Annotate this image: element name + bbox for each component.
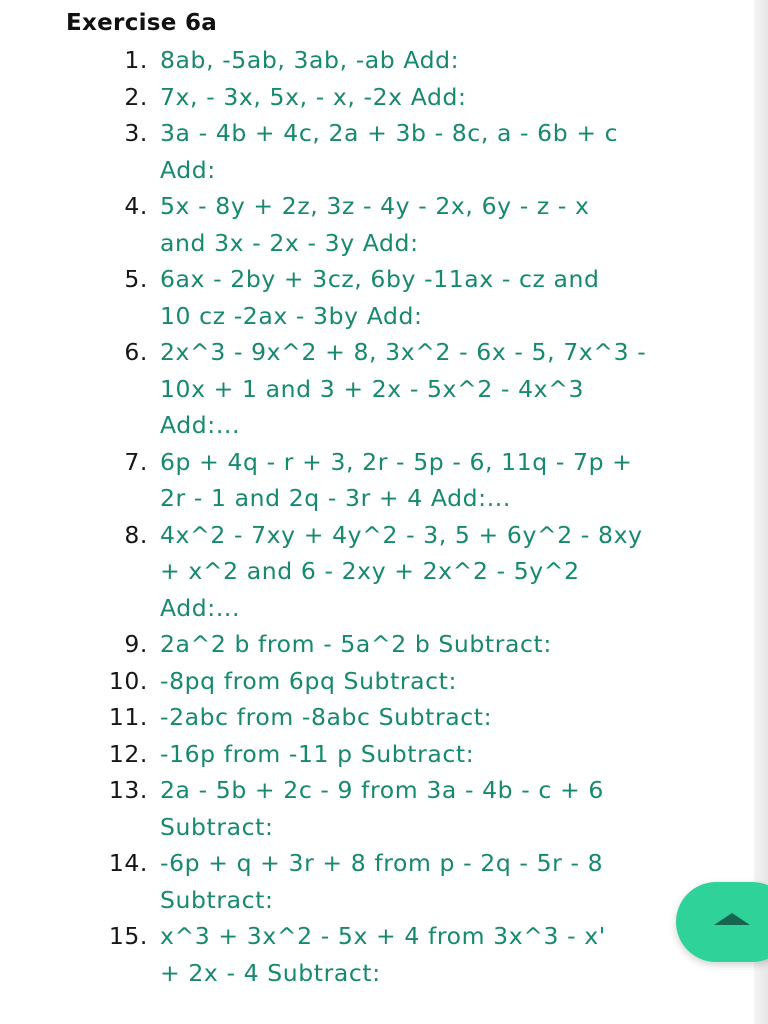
exercise-item xyxy=(0,699,768,736)
exercise-number: 1. xyxy=(124,46,148,74)
exercise-item xyxy=(0,517,768,627)
exercise-item xyxy=(0,334,768,444)
exercise-list xyxy=(0,42,768,991)
exercise-number: 10. xyxy=(108,666,148,695)
exercise-number: 5. xyxy=(124,265,148,293)
exercise-text-line: 2x^3 - 9x^2 + 8, 3x^2 - 6x - 5, 7x^3 - xyxy=(160,338,647,366)
exercise-text-line: 7x, - 3x, 5x, - x, -2x Add: xyxy=(160,82,467,111)
exercise-number: 2. xyxy=(124,82,148,111)
exercise-text-line: and 3x - 2x - 3y Add: xyxy=(160,228,419,257)
exercise-text-line: 10x + 1 and 3 + 2x - 5x^2 - 4x^3 xyxy=(160,374,585,403)
exercise-number: 15. xyxy=(108,922,148,950)
exercise-text-line: -2abc from -8abc Subtract: xyxy=(160,703,493,731)
exercise-item xyxy=(0,663,768,700)
exercise-number: 14. xyxy=(108,849,148,877)
exercise-text-line: 2r - 1 and 2q - 3r + 4 Add:... xyxy=(160,484,511,512)
exercise-number: 9. xyxy=(124,630,148,658)
exercise-item xyxy=(0,626,768,663)
exercise-number: 6. xyxy=(124,338,148,366)
exercise-text-line: -16p from -11 p Subtract: xyxy=(160,739,475,768)
exercise-text-line: 5x - 8y + 2z, 3z - 4y - 2x, 6y - z - x xyxy=(160,192,590,220)
exercise-text-line: Subtract: xyxy=(160,885,274,914)
exercise-text-line: + 2x - 4 Subtract: xyxy=(160,958,381,987)
exercise-text-line: Add: xyxy=(160,155,216,184)
exercise-text-line: 4x^2 - 7xy + 4y^2 - 3, 5 + 6y^2 - 8xy xyxy=(160,520,643,549)
exercise-item xyxy=(0,444,768,517)
scroll-to-top-button[interactable] xyxy=(676,882,768,962)
exercise-text-line: -8pq from 6pq Subtract: xyxy=(160,666,458,695)
exercise-item xyxy=(0,261,768,334)
exercise-item xyxy=(0,845,768,918)
exercise-number: 3. xyxy=(124,119,148,147)
exercise-text-line: Add:... xyxy=(160,593,241,622)
exercise-number: 4. xyxy=(124,192,148,220)
exercise-text-line: x^3 + 3x^2 - 5x + 4 from 3x^3 - x' xyxy=(160,922,606,950)
exercise-number: 7. xyxy=(124,447,148,476)
exercise-text-line: 8ab, -5ab, 3ab, -ab Add: xyxy=(160,46,460,74)
exercise-number: 13. xyxy=(108,776,148,804)
exercise-item xyxy=(0,772,768,845)
exercise-text-line: 6ax - 2by + 3cz, 6by -11ax - cz and xyxy=(160,265,600,293)
exercise-text-line: Add:... xyxy=(160,411,241,439)
exercise-text-line: 2a^2 b from - 5a^2 b Subtract: xyxy=(160,630,552,658)
exercise-item xyxy=(0,736,768,773)
exercise-item xyxy=(0,115,768,188)
exercise-text-line: -6p + q + 3r + 8 from p - 2q - 5r - 8 xyxy=(160,849,604,877)
page-title: Exercise 6a xyxy=(66,10,218,36)
arrow-up-icon xyxy=(714,913,750,925)
exercise-text-line: 2a - 5b + 2c - 9 from 3a - 4b - c + 6 xyxy=(160,776,604,804)
exercise-item xyxy=(0,188,768,261)
exercise-item xyxy=(0,918,768,991)
exercise-number: 11. xyxy=(108,703,148,731)
exercise-text-line: 3a - 4b + 4c, 2a + 3b - 8c, a - 6b + c xyxy=(160,119,619,147)
exercise-text-line: 6p + 4q - r + 3, 2r - 5p - 6, 11q - 7p + xyxy=(160,447,633,476)
exercise-text-line: Subtract: xyxy=(160,812,274,841)
exercise-text-line: + x^2 and 6 - 2xy + 2x^2 - 5y^2 xyxy=(160,557,580,585)
exercise-number: 12. xyxy=(108,739,148,768)
exercise-item xyxy=(0,42,768,79)
exercise-item xyxy=(0,79,768,116)
exercise-number: 8. xyxy=(124,520,148,549)
exercise-text-line: 10 cz -2ax - 3by Add: xyxy=(160,301,423,330)
